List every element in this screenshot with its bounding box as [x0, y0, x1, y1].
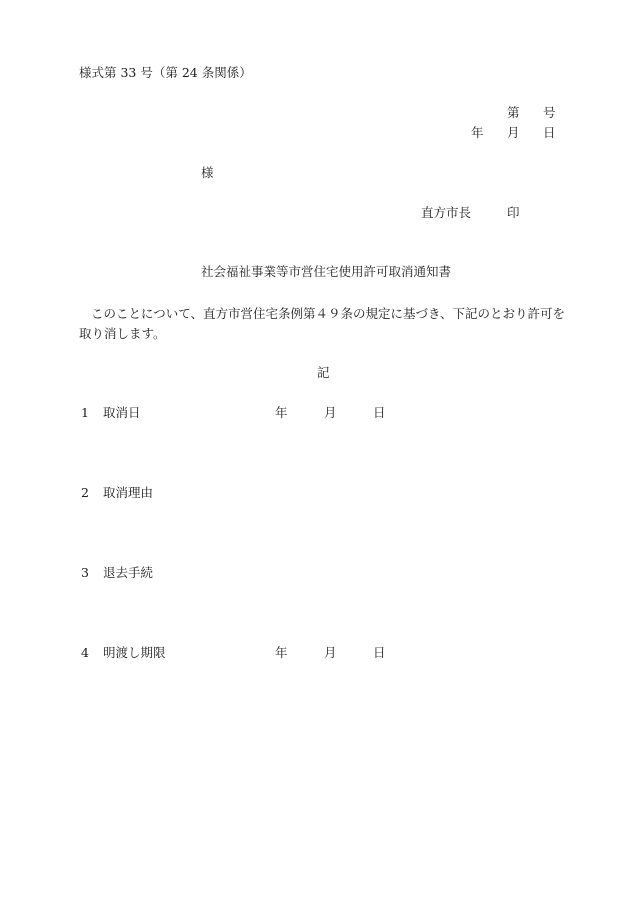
deadline-day: 日: [373, 645, 386, 660]
cancel-date-month: 月: [324, 405, 337, 420]
issue-date-year: 年: [471, 125, 484, 140]
document-number-prefix: 第: [507, 105, 520, 120]
item-label-handover-deadline: 明渡し期限: [103, 645, 166, 660]
form-number: 様式第 33 号（第 24 条関係）: [79, 65, 252, 80]
document-title: 社会福祉事業等市営住宅使用許可取消通知書: [201, 264, 452, 279]
ki-heading: 記: [317, 365, 330, 380]
issue-date-day: 日: [543, 125, 556, 140]
item-label-cancel-date: 取消日: [103, 405, 141, 420]
deadline-year: 年: [275, 645, 288, 660]
body-text: このことについて、直方市営住宅条例第４９条の規定に基づき、下記のとおり許可を取り消します。: [79, 306, 566, 341]
cancel-date-day: 日: [373, 405, 386, 420]
issue-date-month: 月: [507, 125, 520, 140]
item-number: 3: [81, 565, 89, 580]
item-number: 4: [81, 645, 89, 660]
item-label-vacate-procedure: 退去手続: [103, 565, 154, 580]
item-number: 1: [81, 405, 89, 420]
deadline-month: 月: [324, 645, 337, 660]
item-number: 2: [81, 485, 89, 500]
sender-name: 直方市長: [421, 205, 472, 220]
seal-mark: 印: [507, 205, 520, 220]
document-number-suffix: 号: [543, 105, 556, 120]
recipient-honorific: 様: [201, 165, 214, 180]
cancel-date-year: 年: [275, 405, 288, 420]
item-label-cancel-reason: 取消理由: [103, 485, 154, 500]
